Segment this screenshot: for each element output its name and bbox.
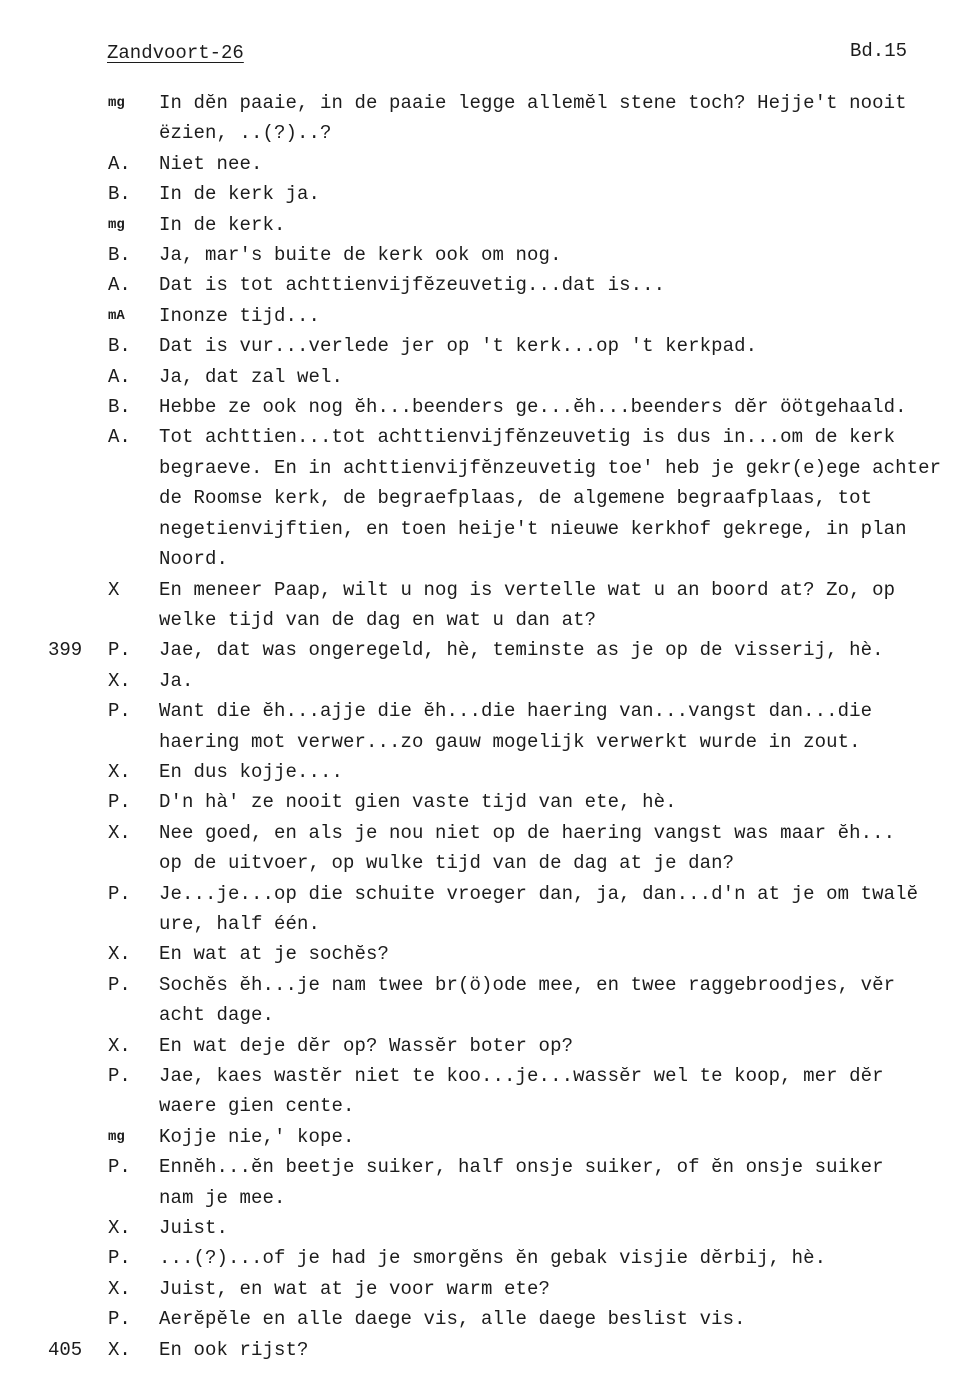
utterance-line: ure, half één. — [159, 912, 321, 935]
utterance-text — [159, 1061, 977, 1122]
utterance-line: En meneer Paap, wilt u nog is vertelle wat u an boord at? Zo, op — [159, 578, 896, 601]
utterance-text — [159, 635, 977, 665]
utterance-line: In de kerk. — [159, 213, 286, 236]
speaker-label: mA — [108, 307, 125, 324]
utterance-line: Kojje nie,' kope. — [159, 1125, 355, 1148]
utterance-text — [159, 210, 977, 240]
utterance-line: Tot achttien...tot achttienvijfĕnzeuvetig is dus in...om de kerk — [159, 426, 896, 449]
transcript-turn — [0, 88, 979, 149]
page-reference: Bd.15 — [850, 40, 908, 62]
utterance-line: Aerĕpĕle en alle daege vis, alle daege beslist vis. — [159, 1308, 746, 1331]
utterance-text — [159, 787, 977, 817]
utterance-line: ...(?)...of je had je smorgĕns ĕn gebak visjie dĕrbij, hè. — [159, 1247, 827, 1270]
speaker-label: X. — [108, 760, 131, 783]
utterance-text — [159, 1031, 977, 1061]
utterance-line: ëzien, ..(?)..? — [159, 122, 332, 145]
utterance-text — [159, 422, 977, 574]
speaker-label: P. — [108, 973, 131, 996]
transcript-turn — [0, 757, 979, 787]
line-number: 399 — [48, 639, 83, 662]
utterance-line: D'n hà' ze nooit gien vaste tijd van ete, hè. — [159, 791, 677, 814]
speaker-label: P. — [108, 1065, 131, 1087]
transcript-turn — [0, 422, 979, 574]
speaker-label: P. — [108, 1247, 131, 1270]
transcript-turn — [0, 696, 979, 757]
transcript-turn — [0, 970, 979, 1031]
line-number: 405 — [48, 1338, 83, 1361]
utterance-text — [159, 1243, 977, 1273]
utterance-text — [159, 696, 977, 757]
transcript-turn — [0, 270, 979, 300]
transcript-turn — [0, 1335, 979, 1365]
utterance-line: Ennĕh...ĕn beetje suiker, half onsje suiker, of ĕn onsje suiker — [159, 1156, 884, 1179]
utterance-line: Dat is tot achttienvijfĕzeuvetig...dat is... — [159, 274, 666, 297]
utterance-text — [159, 240, 977, 270]
speaker-label: P. — [108, 1308, 131, 1331]
speaker-label: P. — [108, 882, 131, 905]
transcript-turn — [0, 575, 979, 636]
utterance-text — [159, 1304, 977, 1334]
transcript-turn — [0, 818, 979, 879]
utterance-line: Ja. — [159, 669, 194, 692]
utterance-text — [159, 575, 977, 636]
utterance-text — [159, 818, 977, 879]
utterance-line: Juist, en wat at je voor warm ete? — [159, 1277, 551, 1300]
speaker-label: mg — [108, 1128, 125, 1145]
transcript-turn — [0, 1213, 979, 1243]
utterance-line: acht dage. — [159, 1004, 275, 1027]
utterance-text — [159, 270, 977, 300]
utterance-line: Inonze tijd... — [159, 304, 321, 327]
transcript-turn — [0, 149, 979, 179]
transcript-turn — [0, 1243, 979, 1273]
speaker-label: P. — [108, 639, 131, 662]
utterance-text — [159, 149, 977, 179]
utterance-line: In dĕn paaie, in de paaie legge allemĕl stene toch? Hejje't nooit — [159, 92, 907, 114]
utterance-line: Dat is vur...verlede jer op 't kerk...op 't kerkpad. — [159, 335, 758, 358]
transcript-turn — [0, 331, 979, 361]
transcript-turn — [0, 362, 979, 392]
utterance-line: Hebbe ze ook nog ĕh...beenders ge...ĕh...beenders dĕr öötgehaald. — [159, 396, 907, 419]
utterance-line: welke tijd van de dag en wat u dan at? — [159, 608, 597, 631]
transcript-turn — [0, 939, 979, 969]
utterance-line: op de uitvoer, op wulke tijd van de dag at je dan? — [159, 852, 735, 875]
utterance-line: Je...je...op die schuite vroeger dan, ja, dan...d'n at je om twalĕ — [159, 882, 919, 905]
utterance-text — [159, 301, 977, 331]
utterance-text — [159, 392, 977, 422]
utterance-line: negetienvijftien, en toen heije't nieuwe kerkhof gekrege, in plan — [159, 517, 907, 540]
utterance-text — [159, 1122, 977, 1152]
speaker-label: X. — [108, 1338, 131, 1361]
utterance-text — [159, 1274, 977, 1304]
utterance-line: En ook rijst? — [159, 1338, 309, 1361]
speaker-label: mg — [108, 95, 125, 111]
speaker-label: B. — [108, 335, 131, 358]
utterance-text — [159, 362, 977, 392]
utterance-line: Ja, dat zal wel. — [159, 365, 344, 388]
utterance-line: Jae, dat was ongeregeld, hè, teminste as je op de visserij, hè. — [159, 639, 884, 662]
speaker-label: X. — [108, 1277, 131, 1300]
transcript-turn — [0, 179, 979, 209]
utterance-line: de Roomse kerk, de begraefplaas, de algemene begraafplaas, tot — [159, 487, 873, 510]
utterance-line: haering mot verwer...zo gauw mogelijk verwerkt wurde in zout. — [159, 730, 861, 753]
transcript-turn — [0, 879, 979, 940]
speaker-label: A. — [108, 365, 131, 388]
transcript-turn — [0, 301, 979, 331]
utterance-line: Nee goed, en als je nou niet op de haering vangst was maar ĕh... — [159, 821, 896, 844]
utterance-line: En wat at je sochĕs? — [159, 943, 390, 966]
utterance-text — [159, 88, 977, 149]
transcript-turn — [0, 666, 979, 696]
transcript-turn — [0, 392, 979, 422]
utterance-text — [159, 331, 977, 361]
utterance-line: Juist. — [159, 1217, 229, 1240]
utterance-line: In de kerk ja. — [159, 183, 321, 206]
utterance-line: begraeve. En in achttienvijfĕnzeuvetig toe' heb je gekr(e)ege achter — [159, 456, 942, 479]
utterance-line: Want die ĕh...ajje die ĕh...die haering van...vangst dan...die — [159, 700, 873, 723]
utterance-text — [159, 757, 977, 787]
utterance-text — [159, 970, 977, 1031]
speaker-label: B. — [108, 396, 131, 419]
utterance-line: nam je mee. — [159, 1186, 286, 1209]
speaker-label: X — [108, 578, 120, 601]
utterance-line: En wat deje dĕr op? Wassĕr boter op? — [159, 1034, 574, 1057]
speaker-label: X. — [108, 1217, 131, 1240]
transcript-turn — [0, 1061, 979, 1122]
utterance-text — [159, 1152, 977, 1213]
transcript-turn — [0, 1274, 979, 1304]
speaker-label: A. — [108, 274, 131, 297]
utterance-line: Niet nee. — [159, 152, 263, 175]
speaker-label: A. — [108, 152, 131, 175]
transcript-turn — [0, 1122, 979, 1152]
transcript-turn — [0, 1031, 979, 1061]
transcript-turn — [0, 635, 979, 665]
utterance-text — [159, 179, 977, 209]
utterance-line: En dus kojje.... — [159, 760, 344, 783]
utterance-line: Sochĕs ĕh...je nam twee br(ö)ode mee, en twee raggebroodjes, vĕr — [159, 973, 896, 996]
speaker-label: mg — [108, 216, 125, 233]
speaker-label: P. — [108, 1156, 131, 1179]
speaker-label: X. — [108, 1034, 131, 1057]
utterance-line: Jae, kaes wastĕr niet te koo...je...wassĕr wel te koop, mer dĕr — [159, 1065, 884, 1087]
transcript-turn — [0, 210, 979, 240]
utterance-text — [159, 939, 977, 969]
speaker-label: A. — [108, 426, 131, 449]
speaker-label: B. — [108, 183, 131, 206]
document-title: Zandvoort-26 — [107, 42, 244, 64]
speaker-label: P. — [108, 700, 131, 723]
utterance-text — [159, 879, 977, 940]
transcript-turn — [0, 1304, 979, 1334]
utterance-line: waere gien cente. — [159, 1095, 355, 1118]
transcript-turn — [0, 787, 979, 817]
speaker-label: P. — [108, 791, 131, 814]
transcript-turn — [0, 240, 979, 270]
speaker-label: X. — [108, 821, 131, 844]
utterance-text — [159, 666, 977, 696]
utterance-line: Noord. — [159, 548, 229, 571]
utterance-line: Ja, mar's buite de kerk ook om nog. — [159, 244, 562, 267]
transcript-turn — [0, 1152, 979, 1213]
utterance-text — [159, 1213, 977, 1243]
utterance-text — [159, 1335, 977, 1365]
speaker-label: B. — [108, 244, 131, 267]
speaker-label: X. — [108, 669, 131, 692]
speaker-label: X. — [108, 943, 131, 966]
transcript-body — [0, 88, 979, 1365]
